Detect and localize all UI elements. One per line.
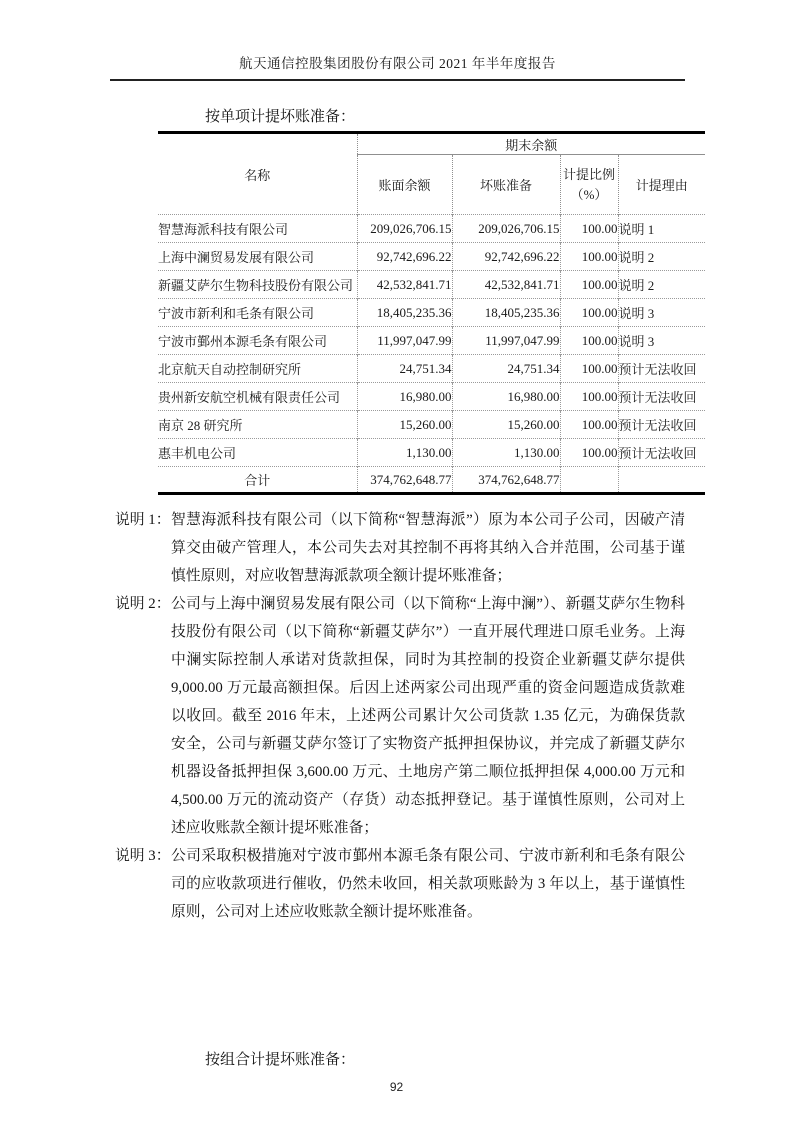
book-balance-cell: 18,405,235.36 xyxy=(357,299,452,327)
note-item xyxy=(115,590,685,842)
total-ratio-cell xyxy=(560,467,618,494)
note-item xyxy=(115,506,685,590)
section-label-single-item-provision: 按单项计提坏账准备： xyxy=(205,109,356,125)
reason-cell: 说明 1 xyxy=(618,215,705,243)
company-name-cell: 宁波市新利和毛条有限公司 xyxy=(158,299,357,327)
book-balance-cell: 24,751.34 xyxy=(357,355,452,383)
table-row xyxy=(158,383,705,411)
table-row xyxy=(158,327,705,355)
company-name-cell: 贵州新安航空机械有限责任公司 xyxy=(158,383,357,411)
book-balance-cell: 11,997,047.99 xyxy=(357,327,452,355)
book-balance-cell: 42,532,841.71 xyxy=(357,271,452,299)
reason-cell: 预计无法收回 xyxy=(618,355,705,383)
ratio-cell: 100.00 xyxy=(560,355,618,383)
page-content xyxy=(110,0,697,1069)
company-name-cell: 新疆艾萨尔生物科技股份有限公司 xyxy=(158,271,357,299)
note-label: 说明 1： xyxy=(115,512,171,528)
provision-cell: 1,130.00 xyxy=(452,439,560,467)
provision-cell: 18,405,235.36 xyxy=(452,299,560,327)
header-rule xyxy=(110,79,685,81)
table-total-row xyxy=(158,467,705,494)
company-name-cell: 智慧海派科技有限公司 xyxy=(158,215,357,243)
note-text: 智慧海派科技有限公司（以下简称“智慧海派”）原为本公司子公司，因破产清算交由破产管理人，本公司失去对其控制不再将其纳入合并范围，公司基于谨慎性原则，对应收智慧海派款项全额计提坏账准备； xyxy=(171,512,685,584)
reason-cell: 说明 3 xyxy=(618,327,705,355)
reason-cell: 说明 3 xyxy=(618,299,705,327)
column-header-bad-debt-provision: 坏账准备 xyxy=(452,155,560,215)
company-name-cell: 北京航天自动控制研究所 xyxy=(158,355,357,383)
ratio-cell: 100.00 xyxy=(560,383,618,411)
total-label-cell: 合计 xyxy=(158,467,357,494)
provision-cell: 11,997,047.99 xyxy=(452,327,560,355)
total-provision-cell: 374,762,648.77 xyxy=(452,467,560,494)
company-name-cell: 惠丰机电公司 xyxy=(158,439,357,467)
column-header-book-balance: 账面余额 xyxy=(357,155,452,215)
page-number: 92 xyxy=(389,1080,404,1094)
ratio-cell: 100.00 xyxy=(560,299,618,327)
note-label: 说明 3： xyxy=(115,848,171,864)
provision-ratio-label-line2: （%） xyxy=(570,186,608,202)
note-label: 说明 2： xyxy=(115,596,171,612)
column-header-name: 名称 xyxy=(244,167,271,183)
bad-debt-provision-table xyxy=(158,131,705,495)
table-row xyxy=(158,411,705,439)
ratio-cell: 100.00 xyxy=(560,327,618,355)
note-item xyxy=(115,842,685,926)
table-row xyxy=(158,355,705,383)
table-row xyxy=(158,243,705,271)
table-row xyxy=(158,439,705,467)
book-balance-cell: 209,026,706.15 xyxy=(357,215,452,243)
reason-cell: 说明 2 xyxy=(618,243,705,271)
reason-cell: 预计无法收回 xyxy=(618,411,705,439)
company-name-cell: 南京 28 研究所 xyxy=(158,411,357,439)
provision-cell: 209,026,706.15 xyxy=(452,215,560,243)
section-label-group-provision: 按组合计提坏账准备： xyxy=(205,1052,356,1068)
table-row xyxy=(158,215,705,243)
company-name-cell: 上海中澜贸易发展有限公司 xyxy=(158,243,357,271)
table-row xyxy=(158,271,705,299)
provision-cell: 15,260.00 xyxy=(452,411,560,439)
reason-cell: 说明 2 xyxy=(618,271,705,299)
table-header-row-1 xyxy=(158,133,705,155)
ratio-cell: 100.00 xyxy=(560,243,618,271)
column-header-period-end-balance: 期末余额 xyxy=(357,133,705,155)
note-text: 公司与上海中澜贸易发展有限公司（以下简称“上海中澜”）、新疆艾萨尔生物科技股份有限公司（以下简称“新疆艾萨尔”）一直开展代理进口原毛业务。上海中澜实际控制人承诺对货款担保，同时为其控制的投资企业新疆艾萨尔提供 9,000.00 万元最高额担保。后因上述两家公司出现严重的资金问题造成货款难以收回。截至 2016 年末，上述两公司累计欠公司货款 1.35 亿元，为确保货款安全，公司与新疆艾萨尔签订了实物资产抵押担保协议，并完成了新疆艾萨尔机器设备抵押担保 3,600.00 万元、土地房产第二顺位抵押担保 4,000.00 万元和 4,500.00 万元的流动资产（存货）动态抵押登记。基于谨慎性原则，公司对上述应收账款全额计提坏账准备； xyxy=(171,596,685,836)
ratio-cell: 100.00 xyxy=(560,215,618,243)
reason-cell: 预计无法收回 xyxy=(618,383,705,411)
provision-cell: 16,980.00 xyxy=(452,383,560,411)
total-book-balance-cell: 374,762,648.77 xyxy=(357,467,452,494)
provision-cell: 92,742,696.22 xyxy=(452,243,560,271)
total-reason-cell xyxy=(618,467,705,494)
page-header-title: 航天通信控股集团股份有限公司 2021 年半年度报告 xyxy=(239,56,556,71)
reason-cell: 预计无法收回 xyxy=(618,439,705,467)
column-header-provision-ratio xyxy=(560,155,618,215)
provision-cell: 42,532,841.71 xyxy=(452,271,560,299)
ratio-cell: 100.00 xyxy=(560,439,618,467)
note-text: 公司采取积极措施对宁波市鄞州本源毛条有限公司、宁波市新利和毛条有限公司的应收款项进行催收，仍然未收回，相关款项账龄为 3 年以上，基于谨慎性原则，公司对上述应收账款全额计提坏账准备。 xyxy=(171,848,685,920)
provision-cell: 24,751.34 xyxy=(452,355,560,383)
company-name-cell: 宁波市鄞州本源毛条有限公司 xyxy=(158,327,357,355)
column-header-provision-reason: 计提理由 xyxy=(618,155,705,215)
table-row xyxy=(158,299,705,327)
notes-section xyxy=(115,506,685,926)
book-balance-cell: 1,130.00 xyxy=(357,439,452,467)
book-balance-cell: 16,980.00 xyxy=(357,383,452,411)
provision-ratio-label-line1: 计提比例 xyxy=(562,167,615,182)
book-balance-cell: 92,742,696.22 xyxy=(357,243,452,271)
ratio-cell: 100.00 xyxy=(560,271,618,299)
ratio-cell: 100.00 xyxy=(560,411,618,439)
book-balance-cell: 15,260.00 xyxy=(357,411,452,439)
